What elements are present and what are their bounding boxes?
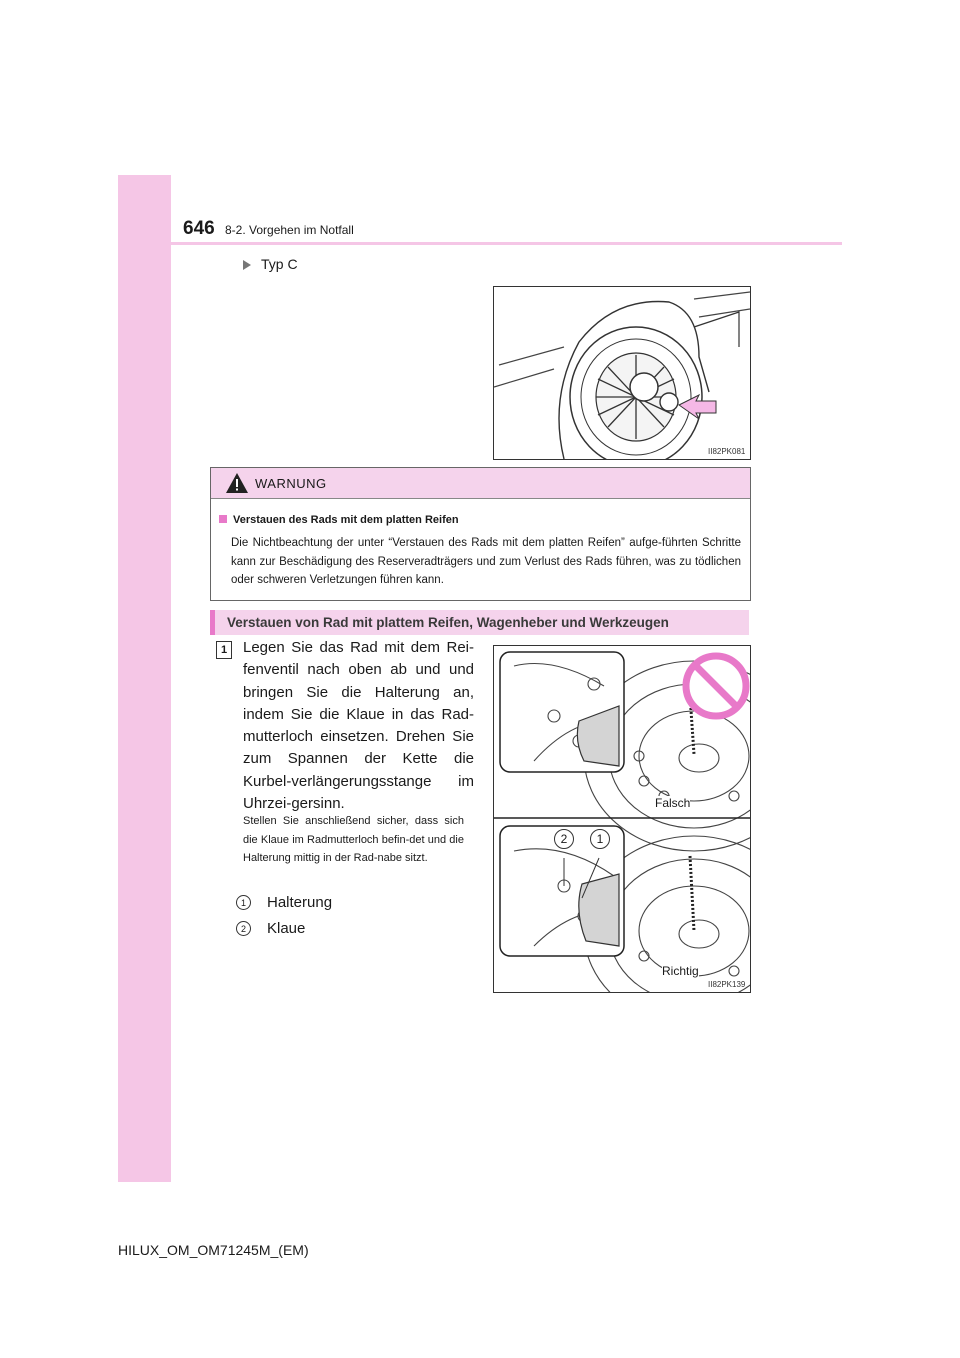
wheel-figure — [493, 286, 751, 460]
warning-subtitle-text: Verstauen des Rads mit dem platten Reifen — [233, 514, 459, 526]
warning-body: Die Nichtbeachtung der unter “Verstauen des Rads mit dem platten Reifen” aufge-führten Schritte kann zur Beschädigung des Reserveradträgers und zum Verlust des Rads führen, was zu tödlichen oder schweren Verletzungen führen kann. — [231, 537, 741, 586]
callout-circle: 1 — [590, 829, 610, 849]
step-number: 1 — [216, 641, 232, 659]
figure-code: II82PK139 — [708, 980, 746, 989]
warning-header — [211, 468, 750, 499]
section-title: 8-2. Vorgehen im Notfall — [225, 223, 354, 237]
triangle-bullet-icon — [243, 260, 251, 270]
step-text: Legen Sie das Rad mit dem Rei-fenventil nach oben ab und und bringen Sie die Halterung an, indem Sie die Klaue in das Rad-mutterloch einsetzen. Drehen Sie zum Spannen der Kette die Kurbel-verlängerungsstange im Uhrzei-gersinn. — [243, 639, 474, 813]
warning-triangle-icon — [225, 472, 249, 494]
square-bullet-icon — [219, 515, 227, 523]
document-footer: HILUX_OM_OM71245M_(EM) — [118, 1242, 309, 1258]
warning-subtitle — [219, 514, 459, 526]
callout-number: 1 — [236, 895, 251, 910]
callout-number: 2 — [236, 921, 251, 936]
legend-label: Halterung — [267, 894, 333, 911]
legend-item — [236, 920, 305, 937]
warning-title: WARNUNG — [255, 475, 327, 491]
page-number: 646 — [183, 218, 215, 239]
side-tab — [118, 175, 171, 1182]
spare-wheel-illustration-icon — [494, 646, 750, 992]
type-label — [243, 256, 298, 272]
wheel-illustration-icon — [494, 287, 750, 459]
legend-item — [236, 894, 332, 911]
header-rule — [118, 242, 842, 245]
section-banner — [210, 610, 749, 635]
callout-circle: 2 — [554, 829, 574, 849]
right-label: Richtig — [662, 964, 699, 978]
banner-title: Verstauen von Rad mit plattem Reifen, Wagenheber und Werkzeugen — [227, 615, 669, 630]
warning-box — [210, 467, 751, 601]
spare-wheel-figure — [493, 645, 751, 993]
figure-code: II82PK081 — [708, 447, 746, 456]
legend-label: Klaue — [267, 920, 306, 937]
step-note: Stellen Sie anschließend sicher, dass sich die Klaue im Radmutterloch befin-det und die Halterung mittig in der Rad-nabe sitzt. — [243, 815, 464, 864]
wrong-label: Falsch — [655, 796, 691, 810]
type-label-text: Typ C — [261, 256, 298, 272]
